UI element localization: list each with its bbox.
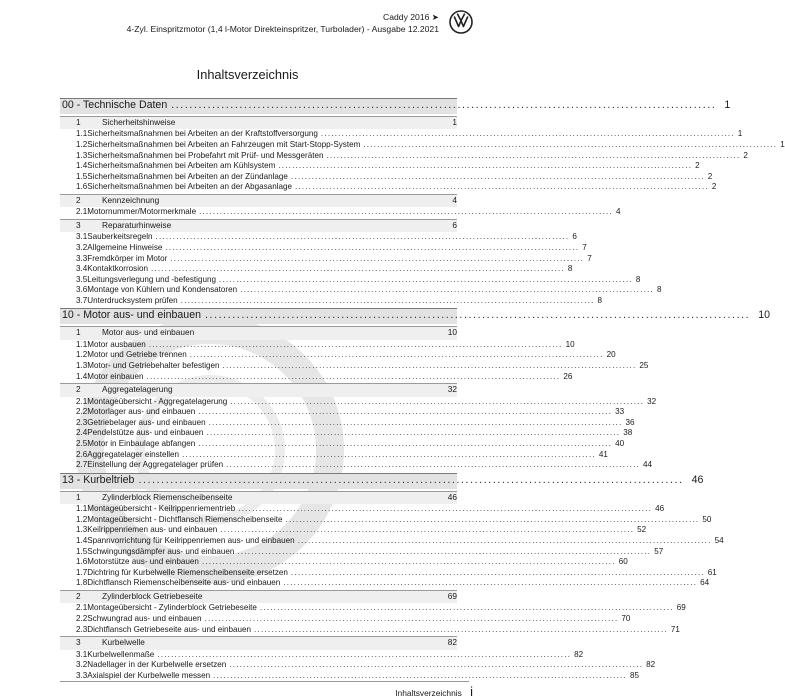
entry-title: Montageübersicht - Zylinderblock Getriebeseite: [87, 603, 257, 613]
chapter-page: 46: [447, 491, 457, 502]
footer-divider: [60, 681, 469, 682]
toc-entry[interactable]: [60, 264, 573, 275]
entry-page: 2: [695, 161, 700, 171]
entry-page: 70: [621, 613, 631, 623]
chapter-number: 3: [76, 219, 81, 230]
toc-section[interactable]: [60, 308, 770, 324]
toc-entry[interactable]: [60, 546, 664, 558]
toc-entry[interactable]: [60, 603, 686, 614]
entry-number: 2.1: [76, 396, 88, 406]
entry-number: 2.7: [76, 460, 88, 470]
dot-leader: ........................................................................................................................: [363, 139, 778, 149]
toc-entry[interactable]: [60, 361, 649, 372]
chapter-number: 3: [76, 637, 81, 648]
entry-title: Motor ausbauen: [87, 339, 146, 349]
entry-page: 69: [676, 603, 686, 613]
entry-title: Schwingungsdämpfer aus- und einbauen: [87, 546, 235, 556]
dot-leader: ........................................................................................................................: [297, 535, 712, 545]
entry-title: Motornummer/Motormerkmale: [87, 207, 197, 217]
entry-page: 82: [646, 660, 656, 670]
section-page: 46: [691, 473, 704, 486]
entry-page: 4: [615, 207, 621, 217]
dot-leader: ........................................................................................................................: [204, 613, 619, 623]
dot-leader: ........................................................................................................................: [148, 339, 563, 349]
dot-leader: ........................................................................................................................: [171, 99, 717, 111]
entry-title: Dichtflansch Riemenscheibenseite aus- und einbauen: [87, 578, 281, 588]
chapter-page: 10: [447, 327, 457, 338]
entry-page: 2: [743, 150, 748, 160]
chapter-title: Aggregatelagerung: [102, 384, 173, 395]
entry-title: Leitungsverlegung und -befestigung: [87, 274, 216, 284]
toc-entry[interactable]: [60, 624, 680, 636]
entry-number: 2.2: [76, 613, 88, 623]
entry-number: 1.6: [76, 557, 88, 567]
entry-page: 64: [700, 578, 710, 588]
entry-page: 2: [707, 171, 713, 181]
entry-page: 38: [623, 428, 633, 438]
toc-entry[interactable]: [60, 417, 635, 429]
chapter-page: 1: [452, 117, 457, 127]
entry-title: Sicherheitsmaßnahmen bei Arbeiten an der Kraftstoffversorgung: [87, 129, 318, 139]
toc-entry[interactable]: [60, 161, 700, 172]
chapter-page: 4: [452, 194, 457, 205]
dot-leader: ........................................................................................................................: [278, 161, 693, 171]
entry-page: 1: [737, 129, 743, 139]
document-subtitle: 4-Zyl. Einspritzmotor (1,4 l-Motor Direkteinspritzer, Turbolader) - Ausgabe 12.2021: [126, 23, 439, 34]
toc-entry[interactable]: [60, 567, 717, 579]
entry-page: 50: [702, 514, 712, 524]
toc-chapter[interactable]: [60, 383, 457, 396]
dot-leader: ........................................................................................................................: [138, 473, 684, 486]
dot-leader: ........................................................................................................................: [237, 546, 652, 556]
entry-title: Sicherheitsmaßnahmen bei Probefahrt mit Prüf- und Messgeräten: [87, 150, 324, 160]
dot-leader: ........................................................................................................................: [213, 670, 627, 680]
chapter-title: Reparaturhinweise: [102, 219, 172, 230]
entry-number: 2.1: [76, 207, 88, 217]
toc-entry[interactable]: [60, 285, 662, 296]
toc-entry[interactable]: [60, 504, 665, 515]
entry-page: 8: [597, 295, 603, 305]
toc-chapter[interactable]: [60, 590, 457, 603]
toc-entry[interactable]: [60, 449, 608, 461]
toc-entry[interactable]: [60, 649, 584, 661]
entry-title: Axialspiel der Kurbelwelle messen: [87, 670, 211, 680]
entry-title: Sicherheitsmaßnahmen bei Arbeiten am Kühlsystem: [87, 161, 276, 171]
dot-leader: ........................................................................................................................: [222, 361, 637, 371]
toc-chapter[interactable]: [60, 326, 457, 339]
toc-entry[interactable]: [60, 407, 625, 418]
entry-number: 1.3: [76, 525, 88, 535]
toc-entry[interactable]: [60, 242, 587, 254]
entry-number: 1.5: [76, 546, 88, 556]
entry-number: 2.3: [76, 417, 88, 427]
dot-leader: ........................................................................................................................: [240, 285, 654, 295]
dot-leader: ........................................................................................................................: [259, 603, 674, 613]
dot-leader: ........................................................................................................................: [218, 274, 633, 284]
entry-title: Allgemeine Hinweise: [87, 242, 163, 252]
page-title: Inhaltsverzeichnis: [196, 67, 299, 82]
dot-leader: ........................................................................................................................: [220, 525, 635, 535]
dot-leader: ........................................................................................................................: [230, 396, 645, 406]
entry-number: 3.7: [76, 295, 88, 305]
entry-number: 2.6: [76, 449, 88, 459]
entry-number: 3.6: [76, 285, 88, 295]
entry-number: 1.2: [76, 350, 88, 360]
entry-title: Schwungrad aus- und einbauen: [87, 613, 202, 623]
page-footer: [395, 684, 473, 699]
entry-page: 33: [615, 407, 625, 417]
footer-label: Inhaltsverzeichnis: [395, 688, 462, 698]
dot-leader: ........................................................................................................................: [199, 207, 613, 217]
entry-number: 3.1: [76, 232, 88, 242]
entry-number: 2.1: [76, 603, 88, 613]
entry-title: Motorlager aus- und einbauen: [87, 407, 196, 417]
entry-title: Motor und Getriebe trennen: [87, 350, 187, 360]
dot-leader: ........................................................................................................................: [205, 309, 751, 322]
dot-leader: ........................................................................................................................: [189, 350, 604, 360]
toc-entry[interactable]: [60, 171, 713, 183]
entry-title: Dichtflansch Getriebeseite aus- und einbauen: [87, 624, 252, 634]
dot-leader: ........................................................................................................................: [165, 242, 580, 252]
entry-title: Einstellung der Aggregatelager prüfen: [87, 460, 224, 470]
toc-entry[interactable]: [60, 428, 633, 439]
entry-title: Kurbelwellenmaße: [87, 649, 155, 659]
dot-leader: ........................................................................................................................: [226, 460, 641, 470]
table-of-contents: [60, 96, 785, 681]
entry-number: 1.6: [76, 182, 88, 192]
entry-title: Aggregatelager einstellen: [87, 449, 180, 459]
entry-number: 2.2: [76, 407, 88, 417]
dot-leader: ........................................................................................................................: [198, 407, 613, 417]
dot-leader: ........................................................................................................................: [201, 557, 616, 567]
toc-entry[interactable]: [60, 207, 621, 218]
toc-entry[interactable]: [60, 139, 785, 151]
toc-section[interactable]: [60, 473, 704, 489]
entry-number: 1.5: [76, 171, 88, 181]
toc-entry[interactable]: [60, 339, 575, 351]
entry-page: 7: [587, 253, 592, 263]
entry-title: Fremdkörper im Motor: [87, 253, 168, 263]
entry-page: 40: [615, 439, 625, 449]
entry-title: Getriebelager aus- und einbauen: [87, 417, 206, 427]
chapter-number: 1: [76, 327, 81, 338]
dot-leader: ........................................................................................................................: [206, 428, 621, 438]
page-header: [127, 12, 439, 35]
dot-leader: ........................................................................................................................: [283, 578, 698, 588]
chapter-number: 2: [76, 590, 81, 601]
chapter-page: 6: [452, 219, 457, 230]
chapter-title: Zylinderblock Getriebeseite: [102, 590, 203, 601]
toc-chapter[interactable]: [60, 116, 457, 129]
dot-leader: ........................................................................................................................: [155, 232, 570, 242]
section-title: 10 - Motor aus- und einbauen: [62, 309, 201, 322]
toc-entry[interactable]: [60, 557, 628, 568]
arrow-icon: ➤: [431, 12, 439, 22]
entry-page: 2: [711, 182, 717, 192]
model-name: Caddy 2016: [383, 12, 430, 22]
dot-leader: ........................................................................................................................: [198, 439, 613, 449]
dot-leader: ........................................................................................................................: [229, 660, 644, 670]
entry-number: 3.3: [76, 670, 88, 680]
entry-number: 2.4: [76, 428, 88, 438]
entry-page: 61: [707, 567, 717, 577]
dot-leader: ........................................................................................................................: [157, 649, 572, 659]
entry-number: 1.4: [76, 535, 88, 545]
entry-page: 52: [637, 525, 647, 535]
entry-title: Dichtring für Kurbelwelle Riemenscheibenseite ersetzen: [87, 567, 288, 577]
entry-page: 26: [563, 371, 573, 381]
entry-number: 1.1: [76, 504, 88, 514]
entry-title: Montageübersicht - Keilrippenriementrieb: [87, 504, 236, 514]
toc-entry[interactable]: [60, 460, 653, 471]
section-page: 10: [758, 309, 770, 322]
section-page: 1: [724, 99, 731, 111]
entry-number: 3.1: [76, 649, 88, 659]
chapter-page: 82: [447, 637, 457, 648]
toc-entry[interactable]: [60, 660, 656, 671]
dot-leader: ........................................................................................................................: [170, 253, 585, 263]
entry-number: 1.3: [76, 361, 88, 371]
entry-number: 3.5: [76, 274, 88, 284]
entry-title: Sicherheitsmaßnahmen bei Arbeiten an der Abgasanlage: [87, 182, 292, 192]
dot-leader: ........................................................................................................................: [208, 417, 623, 427]
entry-page: 6: [572, 232, 577, 242]
toc-chapter[interactable]: [60, 219, 457, 232]
vw-logo-icon: [449, 10, 473, 34]
entry-number: 1.7: [76, 567, 88, 577]
model-line: [127, 12, 439, 24]
entry-title: Keilrippenriemen aus- und einbauen: [87, 525, 218, 535]
entry-title: Pendelstütze aus- und einbauen: [87, 428, 204, 438]
entry-number: 2.3: [76, 624, 88, 634]
chapter-number: 2: [76, 384, 81, 395]
chapter-page: 69: [447, 590, 457, 601]
entry-title: Sicherheitsmaßnahmen bei Arbeiten an der Zündanlage: [87, 171, 288, 181]
entry-page: 41: [598, 449, 608, 459]
dot-leader: ........................................................................................................................: [290, 567, 705, 577]
entry-number: 3.2: [76, 660, 88, 670]
entry-page: 20: [606, 350, 616, 360]
entry-number: 3.4: [76, 264, 88, 274]
entry-number: 1.4: [76, 371, 88, 381]
entry-title: Montage von Kühlern und Kondensatoren: [87, 285, 238, 295]
entry-title: Sauberkeitsregeln: [87, 232, 153, 242]
entry-page: 54: [714, 535, 724, 545]
entry-number: 1.2: [76, 139, 88, 149]
toc-entry[interactable]: [60, 129, 743, 140]
toc-entry[interactable]: [60, 535, 724, 547]
entry-title: Motor in Einbaulage abfangen: [87, 439, 196, 449]
entry-page: 44: [643, 460, 653, 470]
chapter-title: Kurbelwelle: [102, 637, 145, 648]
entry-title: Motor- und Getriebehalter befestigen: [87, 361, 220, 371]
toc-entry[interactable]: [60, 613, 631, 625]
toc-entry[interactable]: [60, 396, 657, 408]
entry-title: Unterdrucksystem prüfen: [87, 295, 178, 305]
entry-page: 7: [582, 242, 587, 252]
entry-title: Spannvorrichtung für Keilrippenriemen aus- und einbauen: [87, 535, 295, 545]
entry-number: 3.3: [76, 253, 88, 263]
entry-page: 8: [635, 274, 641, 284]
chapter-number: 2: [76, 194, 81, 205]
toc-entry[interactable]: [60, 274, 641, 286]
toc-entry[interactable]: [60, 525, 647, 536]
entry-number: 2.5: [76, 439, 88, 449]
entry-title: Nadellager in der Kurbelwelle ersetzen: [87, 660, 227, 670]
dot-leader: ........................................................................................................................: [295, 182, 709, 192]
entry-page: 57: [654, 546, 664, 556]
entry-title: Montageübersicht - Aggregatelagerung: [87, 396, 228, 406]
chapter-title: Kennzeichnung: [102, 194, 160, 205]
toc-chapter[interactable]: [60, 194, 457, 207]
footer-page-number: i: [470, 684, 473, 699]
chapter-page: 32: [447, 384, 457, 395]
entry-page: 36: [625, 417, 635, 427]
chapter-number: 1: [76, 117, 81, 127]
chapter-title: Motor aus- und einbauen: [102, 327, 195, 338]
chapter-title: Sicherheitshinweise: [102, 117, 176, 127]
dot-leader: ........................................................................................................................: [238, 504, 653, 514]
entry-page: 32: [647, 396, 657, 406]
dot-leader: ........................................................................................................................: [254, 624, 668, 634]
entry-page: 46: [655, 504, 665, 514]
entry-title: Motorstütze aus- und einbauen: [87, 557, 199, 567]
entry-page: 25: [639, 361, 649, 371]
entry-page: 8: [567, 264, 573, 274]
dot-leader: ........................................................................................................................: [285, 514, 700, 524]
toc-entry[interactable]: [60, 232, 577, 243]
entry-page: 60: [618, 557, 628, 567]
toc-entry[interactable]: [60, 150, 748, 162]
entry-number: 1.3: [76, 150, 88, 160]
entry-number: 3.2: [76, 242, 88, 252]
entry-title: Motor einbauen: [87, 371, 144, 381]
toc-entry[interactable]: [60, 514, 712, 526]
dot-leader: ........................................................................................................................: [182, 449, 596, 459]
entry-page: 85: [629, 670, 639, 680]
toc-entry[interactable]: [60, 253, 592, 265]
entry-number: 1.8: [76, 578, 88, 588]
chapter-title: Zylinderblock Riemenscheibenseite: [102, 491, 233, 502]
entry-title: Montageübersicht - Dichtflansch Riemenscheibenseite: [87, 514, 283, 524]
section-title: 13 - Kurbeltrieb: [62, 473, 135, 486]
toc-entry[interactable]: [60, 670, 639, 682]
entry-number: 1.1: [76, 339, 88, 349]
dot-leader: ........................................................................................................................: [326, 150, 741, 160]
entry-page: 1: [780, 139, 785, 149]
chapter-number: 1: [76, 491, 81, 502]
entry-title: Sicherheitsmaßnahmen bei Arbeiten an Fahrzeugen mit Start-Stopp-System: [87, 139, 361, 149]
toc-entry[interactable]: [60, 578, 710, 589]
entry-number: 1.1: [76, 129, 88, 139]
entry-number: 1.2: [76, 514, 88, 524]
entry-title: Kontaktkorrosion: [87, 264, 149, 274]
toc-entry[interactable]: [60, 295, 603, 307]
entry-page: 8: [656, 285, 662, 295]
toc-chapter[interactable]: [60, 491, 457, 504]
toc-chapter[interactable]: [60, 636, 457, 649]
dot-leader: ........................................................................................................................: [320, 129, 735, 139]
entry-page: 10: [565, 339, 575, 349]
toc-entry[interactable]: [60, 371, 573, 383]
toc-entry[interactable]: [60, 350, 616, 361]
dot-leader: ........................................................................................................................: [146, 371, 561, 381]
entry-page: 71: [670, 624, 680, 634]
section-title: 00 - Technische Daten: [62, 99, 168, 111]
toc-entry[interactable]: [60, 182, 717, 193]
dot-leader: ........................................................................................................................: [180, 295, 595, 305]
dot-leader: ........................................................................................................................: [290, 171, 705, 181]
entry-page: 82: [574, 649, 584, 659]
dot-leader: ........................................................................................................................: [151, 264, 565, 274]
entry-number: 1.4: [76, 161, 88, 171]
toc-section[interactable]: [60, 98, 731, 114]
toc-entry[interactable]: [60, 439, 625, 450]
